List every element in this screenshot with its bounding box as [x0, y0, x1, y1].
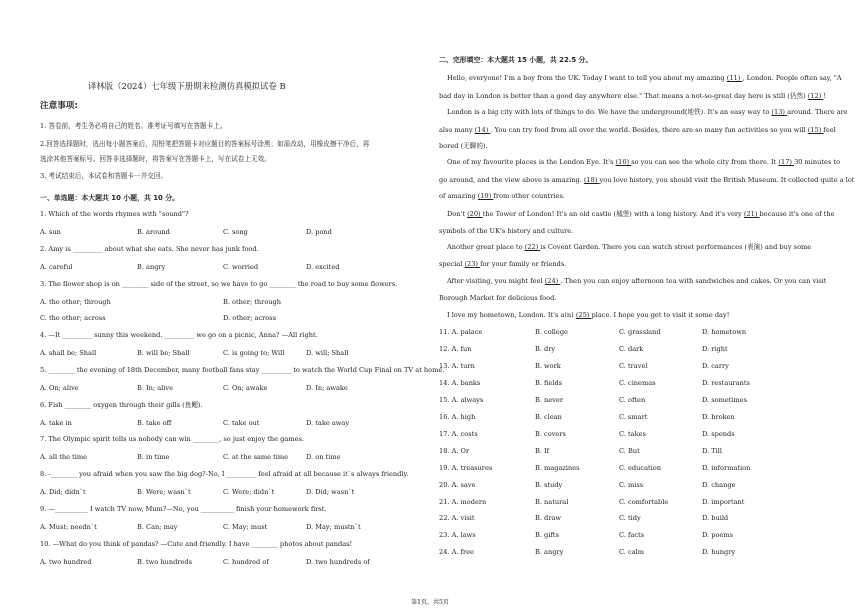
notice-item: 3. 考试结束后，本试卷和答题卡一并交回。 [40, 172, 168, 180]
cloze-option: B. work [535, 361, 561, 370]
answer-option: A. the other; through [40, 297, 111, 306]
cloze-option: D. sometimes [702, 395, 748, 404]
question-stem: 10. —What do you think of pandas? —Cute and friendly. I have ________ photos about pandas! [40, 540, 353, 549]
passage-line [439, 294, 556, 302]
cloze-option: D. spends [702, 429, 735, 438]
cloze-option: B. gifts [535, 531, 559, 540]
blank-number: (22) [524, 243, 541, 251]
cloze-option: D. change [702, 480, 736, 489]
answer-option: C. hundred of [223, 558, 269, 567]
answer-option: D. will; Shall [306, 348, 349, 357]
passage-text: for your family or friends. [480, 260, 567, 268]
passage-text: feel [823, 126, 836, 134]
passage-line [439, 260, 566, 268]
passage-text: symbols of the UK's history and culture. [439, 227, 574, 235]
answer-option: A. careful [40, 262, 73, 271]
answer-option: B. Can; may [137, 523, 178, 532]
cloze-option: 17. A. costs [439, 429, 478, 438]
passage-text: 30 minutes to [794, 158, 841, 166]
answer-option: D. May; mustn`t [306, 523, 361, 532]
passage-text: , London. People often say, "A [742, 74, 842, 82]
passage-line [439, 227, 573, 235]
passage-line [439, 192, 565, 200]
cloze-option: D. important [702, 497, 745, 506]
cloze-option: 11. A. palace [439, 328, 483, 336]
section-heading: 二、完形填空：本大题共 15 小题，共 22.5 分。 [439, 56, 593, 64]
answer-option: A. Must; needn`t [40, 523, 97, 532]
passage-text: so you can see the whole city from there. It [631, 158, 779, 166]
cloze-option: 21. A. modern [439, 497, 487, 506]
cloze-option: C. comfortable [619, 497, 669, 506]
passage-text: bad day in London is better than a good day anywhere else." That means a not-so-great day here is still (仍然) [439, 92, 808, 100]
cloze-option: D. restaurants [702, 378, 750, 387]
cloze-option: B. covers [535, 429, 566, 438]
passage-text: Another great place to [447, 243, 525, 251]
cloze-option: D. poems [702, 531, 733, 540]
blank-number: (19) [477, 192, 494, 200]
passage-line [439, 142, 488, 150]
cloze-option: C. facts [619, 531, 645, 540]
question-stem: 8. -________ you afraid when you saw the big dog?-No, I _________ feel afraid at all because it`s always friendly. [40, 470, 409, 479]
cloze-option: B. study [535, 480, 563, 489]
passage-line [439, 126, 836, 134]
cloze-option: B. If [535, 446, 550, 455]
answer-option: D. other; across [223, 313, 276, 322]
notice-item: 2.回答选择题时，选出每小题答案后，用铅笔把答题卡对应题目的答案标号涂黑；如需改动，用橡皮擦干净后，再 [40, 140, 370, 148]
cloze-option: D. build [702, 514, 729, 523]
cloze-option: C. cinemas [619, 378, 656, 387]
cloze-option: 15. A. always [439, 395, 484, 404]
blank-number: (21) [743, 210, 760, 218]
blank-number: (15) [807, 126, 824, 134]
cloze-option: 12. A. fun [439, 344, 472, 353]
passage-text: go around, and the view above is amazing. [439, 176, 584, 184]
cloze-option: D. hometown [702, 328, 747, 336]
passage-text: . You can try food from all over the world. Besides, there are so many fun activities so you will [490, 126, 808, 134]
cloze-option: 23. A. laws [439, 531, 476, 540]
blank-number: (25) [575, 311, 592, 319]
cloze-option: C. But [619, 446, 640, 455]
answer-option: B. take off [137, 418, 172, 427]
cloze-option: C. calm [619, 548, 644, 557]
answer-option: C. take out [223, 418, 260, 427]
cloze-option: B. draw [535, 514, 561, 523]
passage-text: around. There are [787, 108, 848, 116]
answer-option: C. is going to; Will [223, 348, 285, 357]
cloze-option: 22. A. visit [439, 514, 475, 523]
answer-option: B. will be; Shall [137, 348, 190, 357]
passage-text: the Tower of London! It's an old castle (城堡) with a long history. And it's very [482, 210, 744, 218]
answer-option: D. take away [306, 418, 350, 427]
answer-option: C. On; awake [223, 383, 268, 392]
cloze-option: D. right [702, 344, 728, 353]
passage-text: is Covent Garden. There you can watch street performances (表演) and buy some [540, 243, 812, 251]
cloze-option: C. often [619, 395, 646, 404]
cloze-option: B. angry [535, 548, 564, 557]
cloze-option: 24. A. free [439, 548, 474, 557]
answer-option: B. In; alive [137, 383, 173, 392]
answer-option: B. around [137, 228, 170, 236]
passage-text: One of my favourite places is the London Eye. It's [447, 158, 616, 166]
passage-text: Borough Market for delicious food. [439, 294, 557, 302]
cloze-option: 13. A. turn [439, 361, 475, 370]
passage-text: special [439, 260, 465, 268]
blank-number: (14) [474, 126, 491, 134]
cloze-option: C. smart [619, 412, 648, 421]
question-stem: 1. Which of the words rhymes with "sound"? [40, 210, 189, 218]
answer-option: C. at the same time [223, 453, 289, 462]
blank-number: (24) [544, 277, 561, 285]
cloze-option: B. college [535, 328, 568, 336]
blank-number: (17) [778, 158, 795, 166]
answer-option: A. two hundred [40, 558, 92, 567]
passage-line [447, 210, 834, 218]
notice-item: 选涂其他答案标号。回答非选择题时，将答案写在答题卡上，写在试卷上无效。 [40, 155, 271, 163]
notice-heading: 注意事项: [40, 101, 78, 111]
answer-option: A. shall be; Shall [40, 348, 97, 357]
answer-option: C. the other; across [40, 313, 106, 322]
answer-option: A. sun [40, 228, 61, 236]
answer-option: C. Were; didn`t [223, 488, 275, 497]
cloze-option: D. carry [702, 361, 729, 370]
passage-text: Hello, everyone! I'm a boy from the UK. Today I want to tell you about my amazing [447, 74, 727, 82]
cloze-option: C. takes [619, 429, 646, 438]
blank-number: (11) [726, 74, 743, 82]
passage-line [447, 108, 848, 116]
cloze-option: B. natural [535, 497, 569, 506]
cloze-option: C. tidy [619, 514, 641, 523]
cloze-option: 14. A. banks [439, 378, 481, 387]
answer-option: D. Did; wasn`t [306, 488, 355, 497]
cloze-option: 18. A. Or [439, 446, 470, 455]
passage-text: of amazing [439, 192, 478, 200]
question-stem: 2. Amy is _________ about what she eats. She never has junk food. [40, 244, 259, 253]
passage-line [447, 74, 842, 82]
answer-option: D. two hundreds of [306, 558, 370, 567]
cloze-option: C. dark [619, 344, 644, 353]
answer-option: B. Were; wasn`t [137, 488, 191, 497]
cloze-option: B. magazines [535, 463, 580, 472]
cloze-option: C. miss [619, 480, 644, 489]
question-stem: 9. —__________ I watch TV now, Mum?—No, you __________ finish your homework first. [40, 505, 327, 514]
passage-text: After visiting, you might feel [447, 277, 545, 285]
passage-text: place. I hope you get to visit it some day! [591, 311, 730, 319]
cloze-option: D. Till [702, 446, 722, 455]
notice-item: 1. 答卷前，考生务必将自己的姓名、准考证号填写在答题卡上。 [40, 122, 227, 130]
passage-text: also many [439, 126, 475, 134]
blank-number: (18) [583, 176, 600, 184]
page-title: 译林版（2024）七年级下册期末检测仿真模拟试卷 B [88, 81, 286, 91]
cloze-option: D. hungry [702, 548, 736, 557]
cloze-option: B. never [535, 395, 563, 404]
cloze-option: 19. A. treasures [439, 463, 493, 472]
blank-number: (13) [771, 108, 788, 116]
answer-option: B. angry [137, 262, 166, 271]
answer-option: C. worried [223, 262, 259, 271]
answer-option: B. other; through [223, 297, 282, 306]
passage-line [439, 92, 826, 100]
passage-text: ! [823, 92, 827, 100]
cloze-option: C. education [619, 463, 661, 472]
passage-text: I love my hometown, London. It's a(n) [447, 311, 576, 319]
passage-text: you love history, you should visit the British Museum. It collected quite a lot [599, 176, 855, 184]
answer-option: C. May; must [223, 523, 268, 532]
question-stem: 3. The flower shop is on ________ side of the street, so we have to go ________ the road to buy some flowers. [40, 279, 398, 288]
passage-text: London is a big city with lots of things to do. We have the underground(地铁). It's an easy way to [447, 108, 772, 116]
passage-line [447, 311, 729, 319]
passage-line [447, 277, 826, 285]
passage-line [447, 158, 840, 166]
cloze-option: C. grassland [619, 328, 661, 336]
passage-text: bored (无聊的). [439, 142, 488, 150]
cloze-option: B. clean [535, 412, 562, 421]
question-stem: 5. ________ the evening of 18th December, many football fans stay _________ to watch the World Cup Final on TV at home. [40, 365, 445, 374]
answer-option: D. pond [306, 228, 332, 236]
answer-option: B. in time [137, 453, 170, 462]
cloze-option: B. dry [535, 344, 556, 353]
answer-option: C. song [223, 228, 248, 236]
question-stem: 4. —It _________ sunny this weekend. _________ we go on a picnic, Anna? —All right. [40, 330, 318, 339]
page-footer: 第1页，共5页 [411, 599, 449, 606]
passage-text: Don't [447, 210, 468, 218]
passage-line [447, 243, 811, 251]
answer-option: A. all the time [40, 453, 88, 462]
answer-option: B. two hundreds [137, 558, 193, 567]
answer-option: A. take in [40, 418, 72, 427]
question-stem: 7. The Olympic spirit tells us nobody can win ________, so just enjoy the games. [40, 435, 304, 444]
cloze-option: B. fields [535, 378, 563, 387]
cloze-option: D. information [702, 463, 751, 472]
answer-option: A. Did; didn`t [40, 488, 86, 497]
passage-text: because it's one of the [759, 210, 835, 218]
answer-option: D. on time [306, 453, 341, 462]
cloze-option: D. broken [702, 412, 735, 421]
blank-number: (16) [615, 158, 632, 166]
blank-number: (20) [467, 210, 483, 218]
cloze-option: C. travel [619, 361, 648, 370]
blank-number: (12) [807, 92, 824, 100]
cloze-option: 16. A. high [439, 412, 476, 421]
answer-option: D. excited [306, 262, 340, 271]
section-heading: 一、单选题：本大题共 10 小题，共 10 分。 [40, 194, 180, 202]
passage-text: from other countries. [493, 192, 565, 200]
passage-line [439, 176, 854, 184]
passage-text: . Then you can enjoy afternoon tea with sandwiches and cakes. Or you can visit [560, 277, 827, 285]
cloze-option: 20. A. save [439, 480, 476, 489]
question-stem: 6. Fish ________ oxygen through their gills (鱼鳃). [40, 400, 203, 409]
answer-option: D. In; awake [306, 383, 348, 392]
blank-number: (23) [464, 260, 481, 268]
answer-option: A. On; alive [40, 383, 79, 392]
